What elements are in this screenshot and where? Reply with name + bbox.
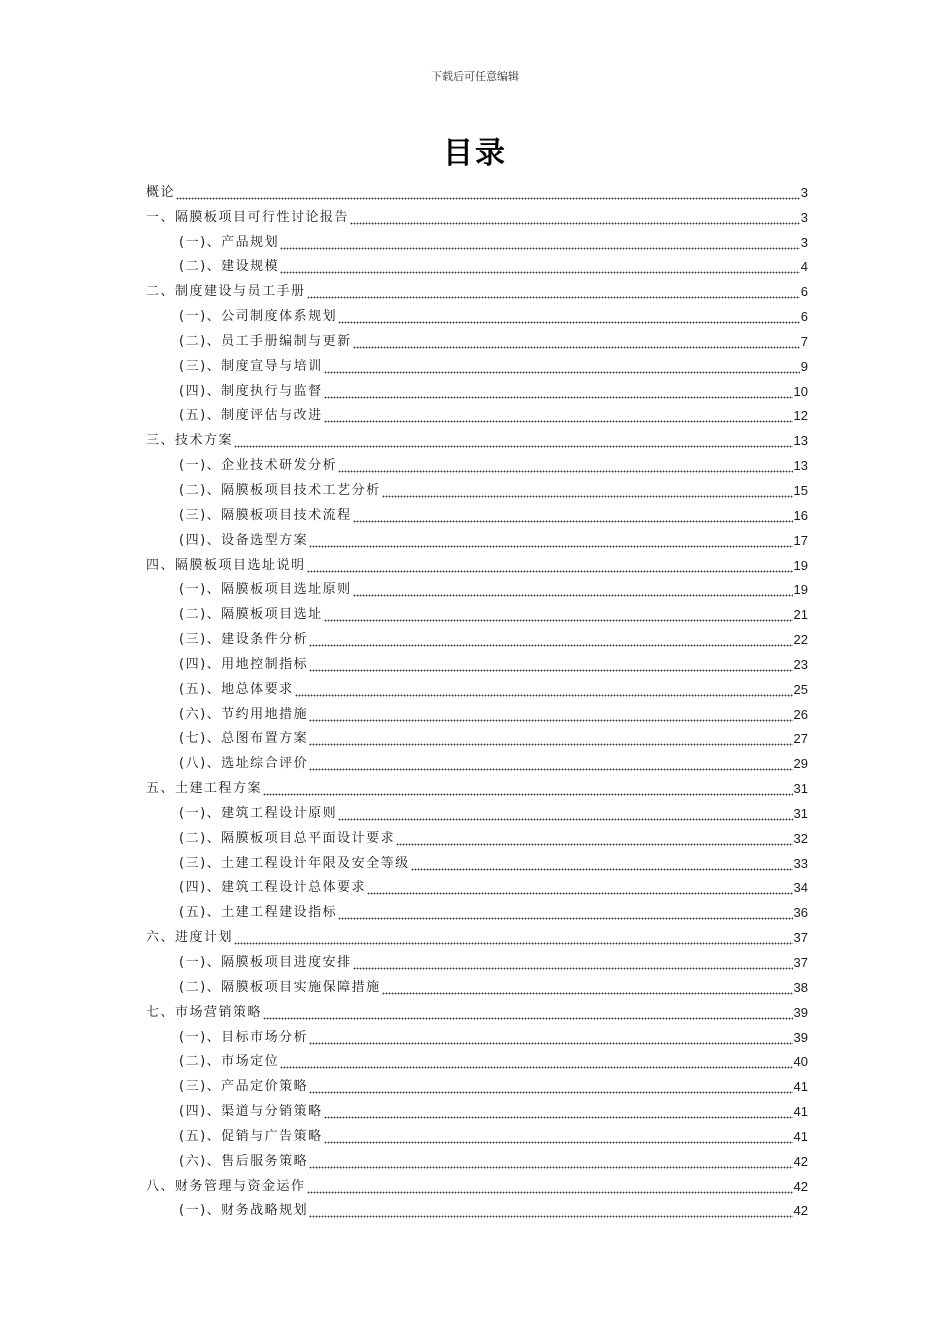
toc-entry[interactable] xyxy=(146,1070,808,1095)
toc-entry-page: 17 xyxy=(793,532,808,548)
toc-dot-leader xyxy=(309,756,792,772)
toc-entry-page: 42 xyxy=(793,1178,808,1194)
toc-dot-leader xyxy=(396,831,792,847)
toc-entry-page: 23 xyxy=(793,656,808,672)
toc-entry-page: 4 xyxy=(800,259,808,275)
toc-entry-label: (一)、隔膜板项目选址原则 xyxy=(179,582,352,598)
toc-entry[interactable] xyxy=(146,275,808,300)
toc-entry[interactable] xyxy=(146,872,808,897)
toc-entry[interactable] xyxy=(146,524,808,549)
toc-entry-page: 27 xyxy=(793,731,808,747)
toc-entry[interactable] xyxy=(146,1095,808,1120)
toc-entry[interactable] xyxy=(146,623,808,648)
toc-entry[interactable] xyxy=(146,1145,808,1170)
toc-entry[interactable] xyxy=(146,300,808,325)
toc-entry-label: 四、隔膜板项目选址说明 xyxy=(146,557,306,573)
toc-dot-leader xyxy=(338,806,792,822)
toc-entry-page: 3 xyxy=(800,209,808,225)
toc-entry-label: (二)、隔膜板项目选址 xyxy=(179,607,323,623)
toc-dot-leader xyxy=(353,582,793,598)
toc-dot-leader xyxy=(309,533,792,549)
toc-entry[interactable] xyxy=(146,896,808,921)
toc-entry-label: 二、制度建设与员工手册 xyxy=(146,284,306,300)
toc-dot-leader xyxy=(309,707,792,723)
toc-entry[interactable] xyxy=(146,1120,808,1145)
toc-dot-leader xyxy=(353,955,793,971)
toc-dot-leader xyxy=(234,930,793,946)
toc-entry-label: (三)、制度宣导与培训 xyxy=(179,358,323,374)
toc-dot-leader xyxy=(263,1005,793,1021)
toc-entry-page: 3 xyxy=(800,234,808,250)
toc-dot-leader xyxy=(307,284,800,300)
toc-entry-label: (四)、建筑工程设计总体要求 xyxy=(179,880,367,896)
toc-entry-page: 37 xyxy=(793,930,808,946)
toc-entry[interactable] xyxy=(146,772,808,797)
toc-dot-leader xyxy=(338,458,792,474)
toc-entry-label: (一)、产品规划 xyxy=(179,234,280,250)
toc-entry-page: 39 xyxy=(793,1029,808,1045)
toc-entry[interactable] xyxy=(146,921,808,946)
toc-entry-label: (四)、设备选型方案 xyxy=(179,532,309,548)
toc-entry-page: 22 xyxy=(793,632,808,648)
toc-entry-label: (八)、选址综合评价 xyxy=(179,756,309,772)
toc-dot-leader xyxy=(263,781,793,797)
toc-dot-leader xyxy=(382,980,793,996)
toc-dot-leader xyxy=(353,508,793,524)
toc-entry-label: (五)、制度评估与改进 xyxy=(179,408,323,424)
toc-dot-leader xyxy=(307,558,793,574)
toc-entry-label: (三)、建设条件分析 xyxy=(179,632,309,648)
toc-dot-leader xyxy=(324,1129,793,1145)
toc-entry[interactable] xyxy=(146,822,808,847)
toc-dot-leader xyxy=(353,334,800,350)
toc-entry-page: 25 xyxy=(793,681,808,697)
toc-entry-page: 10 xyxy=(793,383,808,399)
toc-entry-label: (二)、隔膜板项目实施保障措施 xyxy=(179,979,381,995)
toc-entry-page: 40 xyxy=(793,1054,808,1070)
toc-entry-label: (一)、隔膜板项目进度安排 xyxy=(179,955,352,970)
toc-entry[interactable] xyxy=(146,449,808,474)
toc-entry[interactable] xyxy=(146,325,808,350)
toc-entry-page: 42 xyxy=(793,1153,808,1169)
toc-entry-page: 9 xyxy=(800,358,808,374)
toc-entry[interactable] xyxy=(146,1046,808,1071)
toc-dot-leader xyxy=(307,1179,793,1195)
toc-entry-label: (一)、企业技术研发分析 xyxy=(179,458,338,474)
toc-entry-label: (五)、土建工程建设指标 xyxy=(179,905,338,921)
toc-entry-label: 概论 xyxy=(146,184,176,200)
toc-entry-label: (二)、隔膜板项目总平面设计要求 xyxy=(179,830,396,846)
toc-entry-label: 三、技术方案 xyxy=(146,433,234,449)
toc-entry[interactable] xyxy=(146,847,808,872)
toc-entry[interactable] xyxy=(146,375,808,400)
toc-entry-label: 七、市场营销策略 xyxy=(146,1004,263,1020)
toc-dot-leader xyxy=(280,259,800,275)
toc-entry-page: 16 xyxy=(793,507,808,523)
toc-entry-label: 八、财务管理与资金运作 xyxy=(146,1178,306,1194)
toc-entry-label: (三)、产品定价策略 xyxy=(179,1079,309,1095)
toc-dot-leader xyxy=(324,1104,793,1120)
toc-entry-label: (一)、目标市场分析 xyxy=(179,1029,309,1045)
toc-entry-page: 19 xyxy=(793,557,808,573)
toc-entry-page: 41 xyxy=(793,1079,808,1095)
toc-entry-page: 19 xyxy=(793,582,808,598)
toc-entry-page: 36 xyxy=(793,905,808,921)
toc-entry[interactable] xyxy=(146,996,808,1021)
toc-dot-leader xyxy=(309,632,792,648)
toc-entry[interactable] xyxy=(146,350,808,375)
toc-entry-label: (三)、土建工程设计年限及安全等级 xyxy=(179,855,410,871)
toc-entry[interactable] xyxy=(146,1195,808,1220)
toc-dot-leader xyxy=(324,359,800,375)
toc-entry-label: (三)、隔膜板项目技术流程 xyxy=(179,507,352,523)
toc-entry[interactable] xyxy=(146,226,808,251)
toc-entry-page: 39 xyxy=(793,1004,808,1020)
toc-dot-leader xyxy=(309,1154,792,1170)
toc-entry-page: 13 xyxy=(793,458,808,474)
toc-entry[interactable] xyxy=(146,648,808,673)
toc-entry-label: (二)、市场定位 xyxy=(179,1054,280,1070)
toc-entry[interactable] xyxy=(146,474,808,499)
toc-entry-page: 7 xyxy=(800,333,808,349)
toc-entry-page: 42 xyxy=(793,1203,808,1219)
toc-dot-leader xyxy=(324,408,793,424)
toc-entry-page: 15 xyxy=(793,482,808,498)
toc-entry-page: 41 xyxy=(793,1128,808,1144)
toc-entry[interactable] xyxy=(146,549,808,574)
toc-dot-leader xyxy=(309,1079,792,1095)
toc-entry[interactable] xyxy=(146,1170,808,1195)
toc-entry[interactable] xyxy=(146,201,808,226)
toc-dot-leader xyxy=(309,1203,792,1219)
toc-entry-page: 26 xyxy=(793,706,808,722)
toc-entry-page: 13 xyxy=(793,433,808,449)
toc-entry-label: 一、隔膜板项目可行性讨论报告 xyxy=(146,209,350,225)
toc-entry-label: (六)、售后服务策略 xyxy=(179,1153,309,1169)
toc-entry-page: 3 xyxy=(800,184,808,200)
toc-entry-label: (五)、促销与广告策略 xyxy=(179,1128,323,1144)
toc-entry-page: 21 xyxy=(793,607,808,623)
toc-dot-leader xyxy=(280,1054,792,1070)
toc-dot-leader xyxy=(338,309,800,325)
toc-entry-label: 五、土建工程方案 xyxy=(146,781,263,797)
toc-dot-leader xyxy=(176,185,800,201)
toc-dot-leader xyxy=(367,880,792,896)
toc-dot-leader xyxy=(324,384,793,400)
toc-entry[interactable] xyxy=(146,723,808,748)
toc-entry-label: (五)、地总体要求 xyxy=(179,681,294,697)
toc-dot-leader xyxy=(309,731,792,747)
toc-list xyxy=(146,176,808,1219)
toc-entry[interactable] xyxy=(146,797,808,822)
toc-entry-page: 34 xyxy=(793,880,808,896)
toc-entry[interactable] xyxy=(146,598,808,623)
toc-entry[interactable] xyxy=(146,673,808,698)
toc-entry[interactable] xyxy=(146,251,808,276)
header-note: 下载后可任意编辑 xyxy=(431,70,519,83)
toc-entry-page: 6 xyxy=(800,309,808,325)
toc-entry-page: 41 xyxy=(793,1104,808,1120)
toc-entry-label: (二)、建设规模 xyxy=(179,259,280,275)
toc-entry[interactable] xyxy=(146,946,808,971)
toc-dot-leader xyxy=(309,1030,792,1046)
toc-dot-leader xyxy=(382,483,793,499)
toc-entry-label: (二)、员工手册编制与更新 xyxy=(179,333,352,349)
toc-entry-label: (二)、隔膜板项目技术工艺分析 xyxy=(179,482,381,498)
toc-entry-page: 31 xyxy=(793,805,808,821)
toc-entry-label: (四)、用地控制指标 xyxy=(179,656,309,672)
toc-entry-label: (七)、总图布置方案 xyxy=(179,731,309,747)
toc-dot-leader xyxy=(338,905,792,921)
toc-entry[interactable] xyxy=(146,747,808,772)
toc-title: 目录 xyxy=(443,136,507,171)
toc-dot-leader xyxy=(324,607,793,623)
toc-entry-label: (四)、制度执行与监督 xyxy=(179,383,323,399)
toc-entry-page: 29 xyxy=(793,756,808,772)
toc-entry-label: (四)、渠道与分销策略 xyxy=(179,1104,323,1120)
toc-entry-label: (一)、公司制度体系规划 xyxy=(179,309,338,325)
toc-dot-leader xyxy=(295,682,793,698)
toc-entry[interactable] xyxy=(146,698,808,723)
toc-entry-page: 38 xyxy=(793,979,808,995)
toc-entry[interactable] xyxy=(146,400,808,425)
toc-entry-label: (一)、财务战略规划 xyxy=(179,1203,309,1219)
toc-dot-leader xyxy=(350,210,800,226)
toc-entry[interactable] xyxy=(146,499,808,524)
toc-entry[interactable] xyxy=(146,971,808,996)
toc-dot-leader xyxy=(234,433,793,449)
toc-entry[interactable] xyxy=(146,1021,808,1046)
toc-entry[interactable] xyxy=(146,176,808,201)
toc-entry-label: (六)、节约用地措施 xyxy=(179,706,309,722)
toc-entry[interactable] xyxy=(146,424,808,449)
toc-entry-page: 31 xyxy=(793,781,808,797)
toc-entry-page: 6 xyxy=(800,284,808,300)
toc-dot-leader xyxy=(411,856,793,872)
toc-entry-page: 32 xyxy=(793,830,808,846)
toc-entry-label: (一)、建筑工程设计原则 xyxy=(179,805,338,821)
toc-entry-page: 33 xyxy=(793,855,808,871)
toc-dot-leader xyxy=(280,235,800,251)
toc-entry-page: 37 xyxy=(793,955,808,970)
toc-entry[interactable] xyxy=(146,574,808,599)
toc-entry-page: 12 xyxy=(793,408,808,424)
toc-entry-label: 六、进度计划 xyxy=(146,930,234,946)
toc-dot-leader xyxy=(309,657,792,673)
